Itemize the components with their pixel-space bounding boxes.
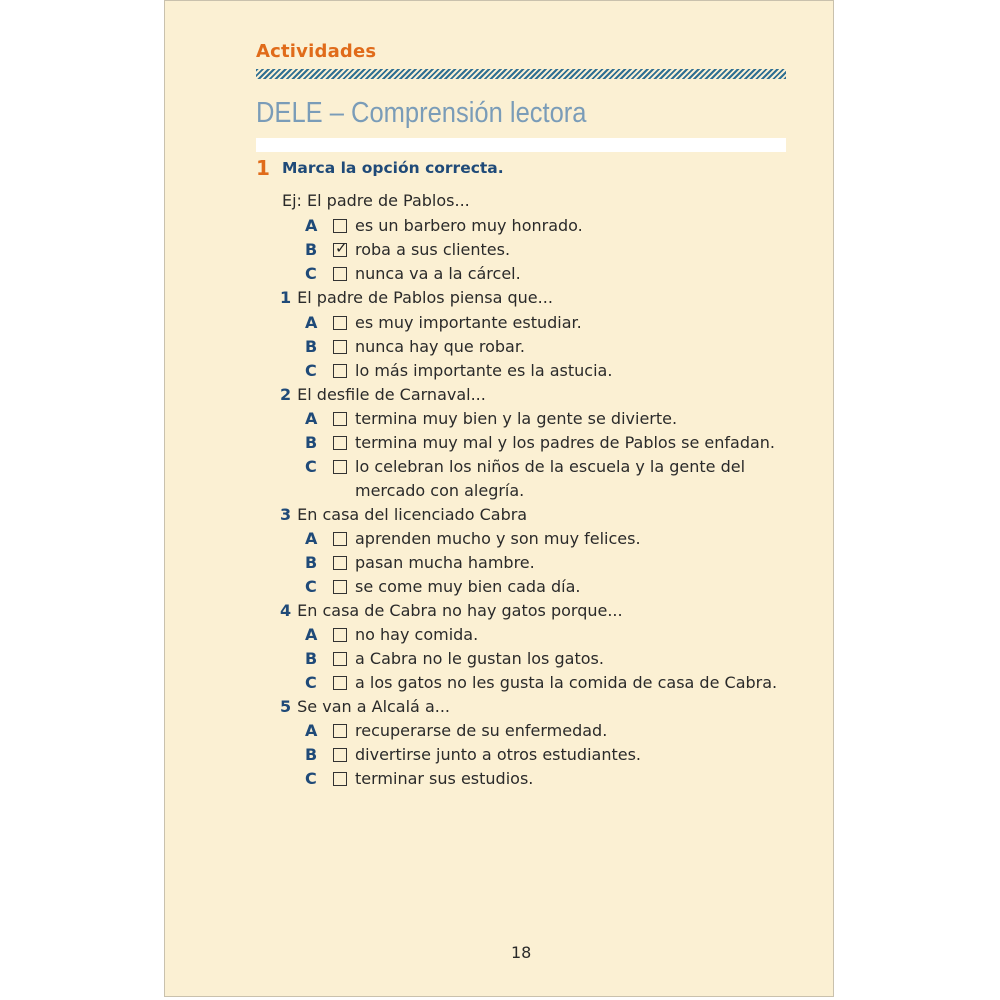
question-number: 2	[280, 385, 292, 404]
q4-option-c-text: a los gatos no les gusta la comida de casa de Cabra.	[355, 673, 778, 692]
q3-option-c-checkbox[interactable]	[333, 580, 347, 594]
q5-option-b-checkbox[interactable]	[333, 748, 347, 762]
example-prompt: Ej: El padre de Pablos...	[282, 191, 470, 210]
example-option-a-checkbox[interactable]	[333, 219, 347, 233]
question-text: Se van a Alcalá a...	[297, 697, 451, 716]
q1-option-b-checkbox[interactable]	[333, 340, 347, 354]
book-page	[164, 0, 834, 997]
option-letter: B	[305, 553, 318, 572]
q4-option-a-text: no hay comida.	[355, 625, 479, 644]
q4-option-c-checkbox[interactable]	[333, 676, 347, 690]
question-1	[280, 288, 553, 308]
option-letter: C	[305, 673, 317, 692]
example-option-a-text: es un barbero muy honrado.	[355, 216, 583, 235]
q5-option-a-checkbox[interactable]	[333, 724, 347, 738]
q4-option-b-checkbox[interactable]	[333, 652, 347, 666]
q1-option-a-checkbox[interactable]	[333, 316, 347, 330]
q3-option-c-text: se come muy bien cada día.	[355, 577, 581, 596]
option-letter: C	[305, 457, 317, 476]
option-letter: B	[305, 240, 318, 259]
question-text: En casa de Cabra no hay gatos porque...	[297, 601, 623, 620]
q2-option-b-checkbox[interactable]	[333, 436, 347, 450]
option-letter: A	[305, 409, 318, 428]
option-letter: A	[305, 625, 318, 644]
q4-option-a-checkbox[interactable]	[333, 628, 347, 642]
option-letter: B	[305, 433, 318, 452]
question-4	[280, 601, 623, 621]
q4-option-b-text: a Cabra no le gustan los gatos.	[355, 649, 604, 668]
q2-option-c-checkbox[interactable]	[333, 460, 347, 474]
question-number: 4	[280, 601, 292, 620]
q5-option-b-text: divertirse junto a otros estudiantes.	[355, 745, 641, 764]
q3-option-b-checkbox[interactable]	[333, 556, 347, 570]
question-number: 5	[280, 697, 292, 716]
example-option-b-text: roba a sus clientes.	[355, 240, 511, 259]
question-5	[280, 697, 450, 717]
q3-option-a-checkbox[interactable]	[333, 532, 347, 546]
task-instruction: Marca la opción correcta.	[282, 159, 504, 177]
section-label: Actividades	[256, 41, 377, 62]
q3-option-a-text: aprenden mucho y son muy felices.	[355, 529, 641, 548]
q2-option-c-text-continued: mercado con alegría.	[355, 481, 525, 500]
question-number: 1	[280, 288, 292, 307]
hatched-divider	[256, 69, 786, 79]
example-option-b-checkbox[interactable]	[333, 239, 348, 257]
q2-option-c-text: lo celebran los niños de la escuela y la gente del	[355, 457, 746, 476]
example-option-c-checkbox[interactable]	[333, 267, 347, 281]
q2-option-a-text: termina muy bien y la gente se divierte.	[355, 409, 678, 428]
question-2	[280, 385, 486, 405]
q2-option-a-checkbox[interactable]	[333, 412, 347, 426]
q5-option-c-text: terminar sus estudios.	[355, 769, 534, 788]
option-letter: C	[305, 264, 317, 283]
task-number: 1	[256, 156, 270, 180]
option-letter: A	[305, 216, 318, 235]
checkmark-icon: ✓	[335, 239, 348, 257]
question-text: En casa del licenciado Cabra	[297, 505, 528, 524]
option-letter: B	[305, 337, 318, 356]
question-text: El desfile de Carnaval...	[297, 385, 486, 404]
q2-option-b-text: termina muy mal y los padres de Pablos se enfadan.	[355, 433, 776, 452]
q5-option-a-text: recuperarse de su enfermedad.	[355, 721, 608, 740]
option-letter: C	[305, 769, 317, 788]
q3-option-b-text: pasan mucha hambre.	[355, 553, 535, 572]
option-letter: C	[305, 577, 317, 596]
title-underline-bar	[256, 138, 786, 152]
option-letter: A	[305, 529, 318, 548]
q1-option-c-checkbox[interactable]	[333, 364, 347, 378]
option-letter: B	[305, 745, 318, 764]
question-text: El padre de Pablos piensa que...	[297, 288, 553, 307]
question-3	[280, 505, 527, 525]
q1-option-a-text: es muy importante estudiar.	[355, 313, 582, 332]
option-letter: C	[305, 361, 317, 380]
question-number: 3	[280, 505, 292, 524]
q1-option-b-text: nunca hay que robar.	[355, 337, 526, 356]
q1-option-c-text: lo más importante es la astucia.	[355, 361, 613, 380]
example-option-c-text: nunca va a la cárcel.	[355, 264, 521, 283]
page-title: DELE – Comprensión lectora	[256, 97, 587, 129]
page-number: 18	[511, 943, 532, 962]
option-letter: B	[305, 649, 318, 668]
option-letter: A	[305, 313, 318, 332]
option-letter: A	[305, 721, 318, 740]
q5-option-c-checkbox[interactable]	[333, 772, 347, 786]
